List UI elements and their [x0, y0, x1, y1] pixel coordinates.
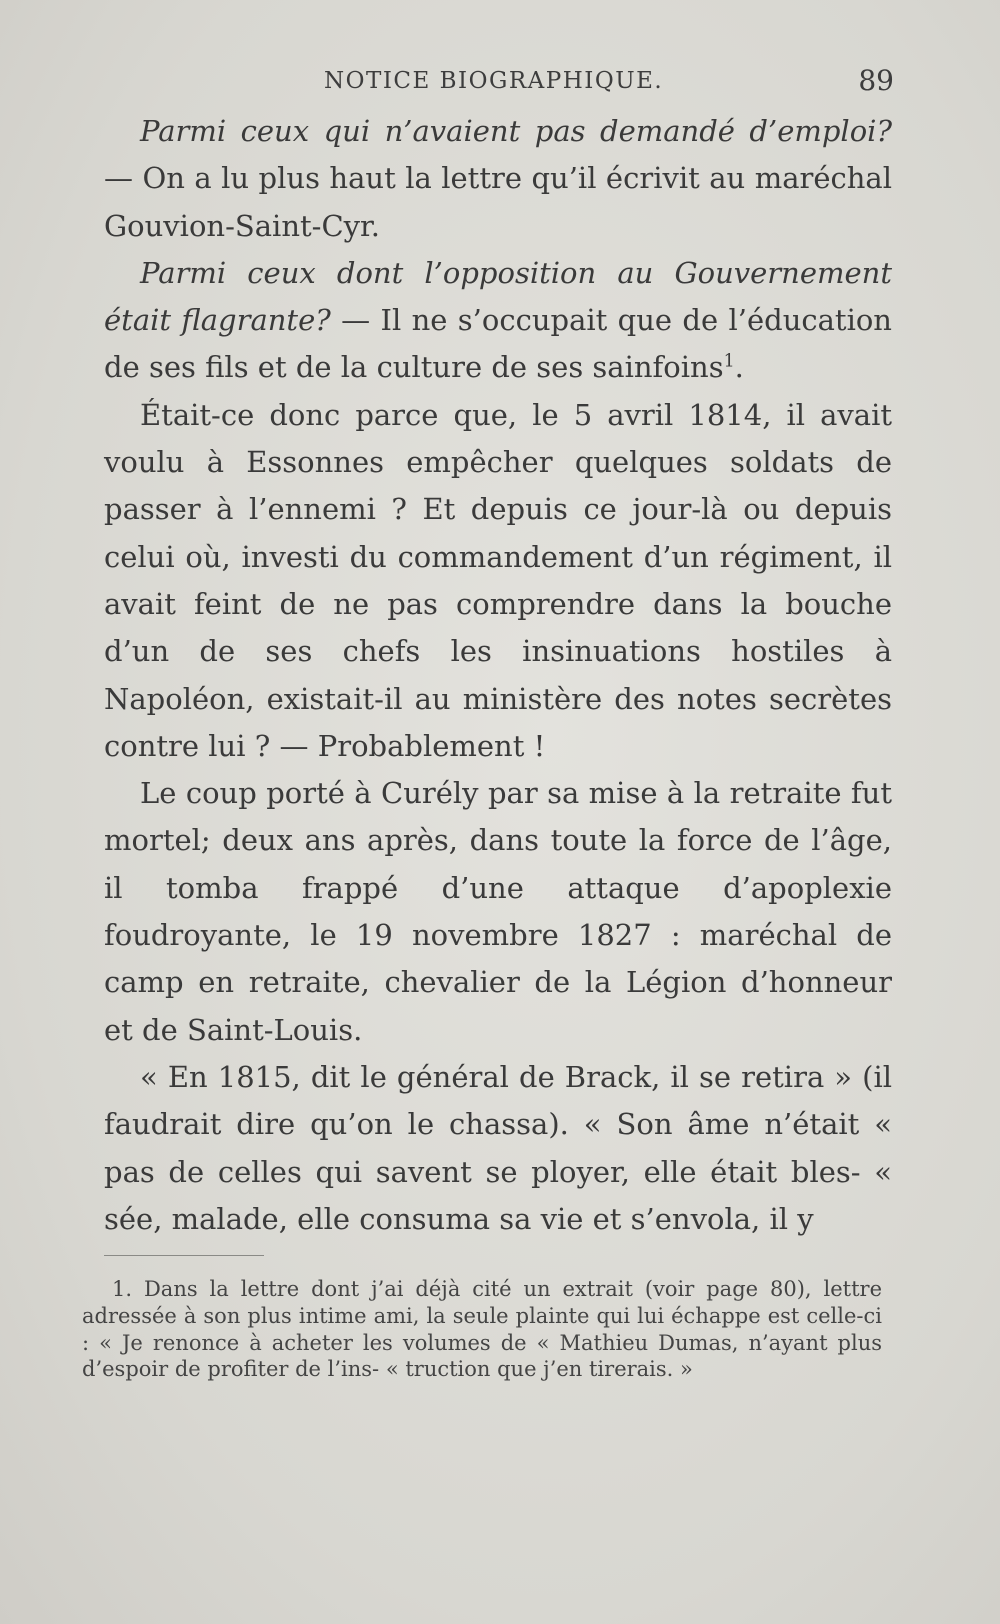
paragraph-5: « En 1815, dit le général de Brack, il se retira » (il faudrait dire qu’on le chassa). « Son âme n’était « pas de celles qui savent se ployer, elle était bles- « sée, malade, elle consuma sa vie et s’envola, il y: [104, 1059, 892, 1236]
answer-2-end: .: [734, 350, 744, 385]
page-header: [104, 64, 894, 104]
paragraph-1: [104, 108, 892, 250]
paragraph-4: Le coup porté à Curély par sa mise à la retraite fut mortel; deux ans après, dans toute la force de l’âge, il tomba frappé d’une attaque d’apoplexie foudroyante, le 19 novembre 1827 : maréchal de camp en retraite, chevalier de la Légion d’honneur et de Saint-Louis.: [104, 776, 892, 1047]
paragraph-3: Était-ce donc parce que, le 5 avril 1814, il avait voulu à Essonnes empêcher quelques soldats de passer à l’ennemi ? Et depuis ce jour-là ou depuis celui où, investi du commandement d’un régiment, il avait feint de ne pas comprendre dans la bouche d’un de ses chefs les insinuations hostiles à Napoléon, existait-il au ministère des notes secrètes contre lui ? — Probablement !: [104, 397, 892, 763]
paragraph-2: [104, 250, 892, 392]
footnote-text: 1. Dans la lettre dont j’ai déjà cité un extrait (voir page 80), lettre adressée à son plus intime ami, la seule plainte qui lui échappe est celle-ci : « Je renonce à acheter les volumes de « Mathieu Dumas, n’ayant plus d’espoir de profiter de l’ins- « truction que j’en tirerais. »: [82, 1277, 882, 1382]
footnote-ref: 1: [723, 351, 735, 372]
question-1: Parmi ceux qui n’avaient pas demandé d’emploi?: [140, 114, 892, 148]
footnote: [82, 1276, 882, 1383]
question-2: Parmi ceux dont l’opposition au Gouvernement était flagrante?: [104, 255, 892, 338]
page-number: 89: [858, 64, 894, 97]
body-text: [104, 108, 892, 1243]
footnote-rule: [104, 1255, 264, 1256]
answer-2: — Il ne s’occupait que de l’éducation de ses fils et de la culture de ses sainfoins: [104, 303, 892, 385]
answer-1: — On a lu plus haut la lettre qu’il écrivit au maréchal Gouvion-Saint-Cyr.: [104, 161, 892, 243]
running-title: NOTICE BIOGRAPHIQUE.: [324, 68, 664, 94]
